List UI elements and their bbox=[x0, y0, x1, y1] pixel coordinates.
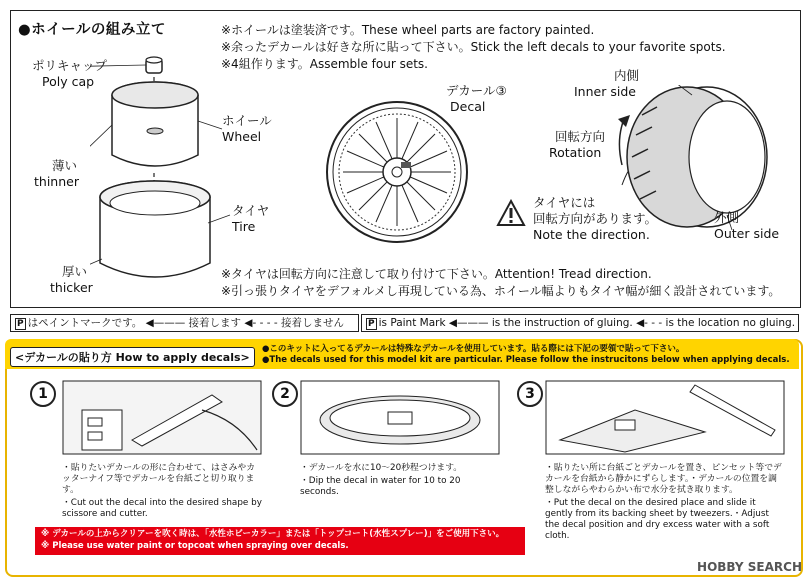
label-poly-cap: ポリキャップ Poly cap bbox=[32, 58, 108, 89]
exploded-wheel-diagram bbox=[90, 55, 260, 295]
note-tread-direction: ※タイヤは回転方向に注意して取り付けて下さい。Attention! Tread direction. bbox=[221, 267, 652, 281]
spray-warning-banner: ※ デカールの上からクリアーを吹く時は、「水性ホビーカラー」または「トップコート(水性スプレー)」をご使用下さい。 ※ Please use water paint or topcoat when spraying over decals. bbox=[35, 527, 525, 555]
legend-japanese: P はペイントマークです。 ◀——— 接着します ◀- - - - 接着しません bbox=[10, 314, 359, 332]
step-number: 3 bbox=[517, 381, 543, 407]
note-decals: ※余ったデカールは好きな所に貼って下さい。Stick the left decals to your favorite spots. bbox=[221, 40, 726, 54]
step-2-text: ・デカールを水に10〜20秒程つけます。 ・Dip the decal in water for 10 to 20 seconds. bbox=[300, 463, 463, 497]
note-tire-width: ※引っ張りタイヤをデフォルメし再現している為、ホイール幅よりもタイヤ幅が細く設計されています。 bbox=[221, 284, 781, 298]
watermark: HOBBY SEARCH bbox=[697, 560, 802, 574]
label-thicker: 厚い thicker bbox=[50, 264, 93, 295]
note-four-sets: ※4組作ります。Assemble four sets. bbox=[221, 57, 428, 71]
step-number: 1 bbox=[30, 381, 56, 407]
wheel-face-diagram bbox=[325, 100, 470, 245]
label-wheel: ホイール Wheel bbox=[222, 113, 272, 144]
label-inner-side: 内側 Inner side bbox=[574, 68, 640, 99]
step-2-illustration bbox=[300, 380, 500, 455]
section-heading: ●ホイールの組み立て bbox=[18, 22, 166, 38]
warning-triangle-icon bbox=[496, 199, 526, 227]
decal-section-title: <デカールの貼り方 How to apply decals> bbox=[10, 347, 255, 367]
decal-section-note: ●このキットに入ってるデカールは特殊なデカールを使用しています。貼る際には下記の要領で貼って下さい。 ●The decals used for this model kit are particular. Please follow the instrucitons below when applying decals. bbox=[262, 344, 790, 365]
label-rotation: 回転方向 Rotation bbox=[549, 129, 606, 160]
label-decal: デカール③ Decal bbox=[446, 83, 507, 114]
label-outer-side: 外側 Outer side bbox=[714, 210, 780, 241]
step-3-text: ・貼りたい所に台紙ごとデカールを置き、ピンセット等でデカールを台紙から静かにずらします。・デカールの位置を調整しながらやわらかい布で水分を拭き取ります。 ・Put the decal on the desired place and slide it gently from its backing sheet by tweezers.・Adjust the decal position and dry excess water with a soft cloth. bbox=[545, 463, 782, 541]
step-1-illustration bbox=[62, 380, 262, 455]
label-tire: タイヤ Tire bbox=[232, 203, 270, 234]
step-number: 2 bbox=[272, 381, 298, 407]
caution-direction: タイヤには 回転方向があります。 Note the direction. bbox=[533, 195, 658, 242]
legend-english: P is Paint Mark ◀——— is the instruction of gluing. ◀- - - is the location no gluing. bbox=[361, 314, 799, 332]
step-1-text: ・貼りたいデカールの形に合わせて、はさみやカッターナイフ等でデカールを台紙ごと切り取ります。 ・Cut out the decal into the desired shape by scissore and cutter. bbox=[62, 463, 262, 519]
label-thinner: 薄い thinner bbox=[34, 158, 79, 189]
step-3-illustration bbox=[545, 380, 785, 455]
note-painted: ※ホイールは塗装済です。These wheel parts are factory painted. bbox=[221, 23, 595, 37]
